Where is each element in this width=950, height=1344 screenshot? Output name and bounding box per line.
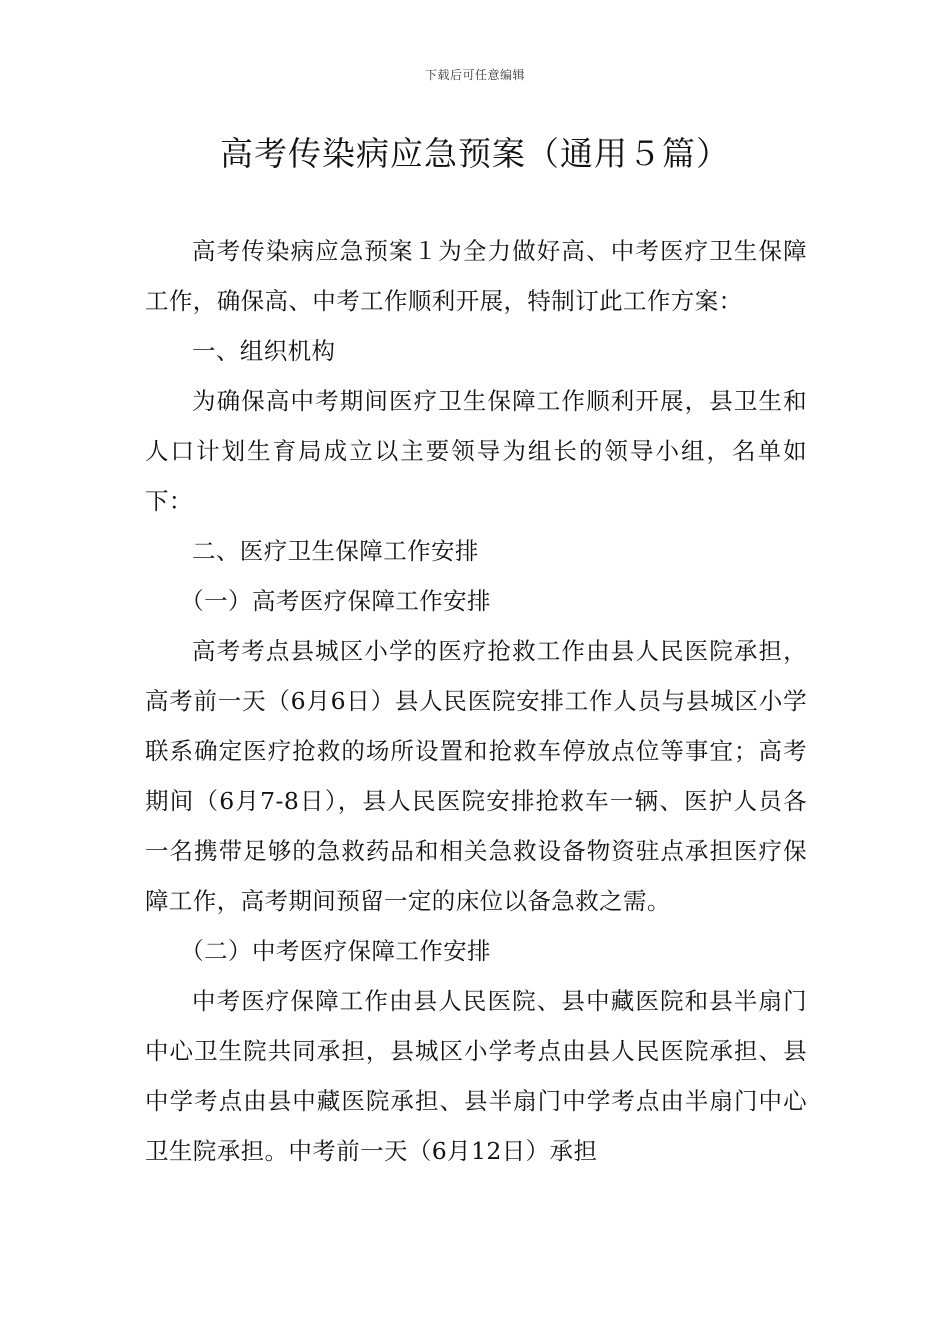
document-body [145, 226, 807, 1176]
paragraph-intro: 高考传染病应急预案１为全力做好高、中考医疗卫生保障工作，确保高、中考工作顺利开展，特制订此工作方案： [145, 237, 807, 315]
header-note: 下载后可任意编辑 [424, 68, 525, 82]
paragraph-zhongkao: 中考医疗保障工作由县人民医院、县中藏医院和县半扇门中心卫生院共同承担，县城区小学考点由县人民医院承担、县中学考点由县中藏医院承担、县半扇门中学考点由半扇门中心卫生院承担。中考前一天（6月12日）承担 [145, 987, 807, 1165]
paragraph-gaokao: 高考考点县城区小学的医疗抢救工作由县人民医院承担，高考前一天（6月6日）县人民医院安排工作人员与县城区小学联系确定医疗抢救的场所设置和抢救车停放点位等事宜；高考期间（6月7-8日），县人民医院安排抢救车一辆、医护人员各一名携带足够的急救药品和相关急救设备物资驻点承担医疗保障工作，高考期间预留一定的床位以备急救之需。 [145, 637, 807, 915]
paragraph-organization: 为确保高中考期间医疗卫生保障工作顺利开展，县卫生和人口计划生育局成立以主要领导为组长的领导小组，名单如下： [145, 387, 807, 515]
subsection-heading-zhongkao: （二）中考医疗保障工作安排 [180, 937, 491, 965]
section-heading-organization: 一、组织机构 [192, 337, 336, 365]
document-title: 高考传染病应急预案（通用５篇） [220, 134, 730, 173]
subsection-heading-gaokao: （一）高考医疗保障工作安排 [180, 587, 491, 615]
section-heading-arrangements: 二、医疗卫生保障工作安排 [192, 537, 479, 565]
